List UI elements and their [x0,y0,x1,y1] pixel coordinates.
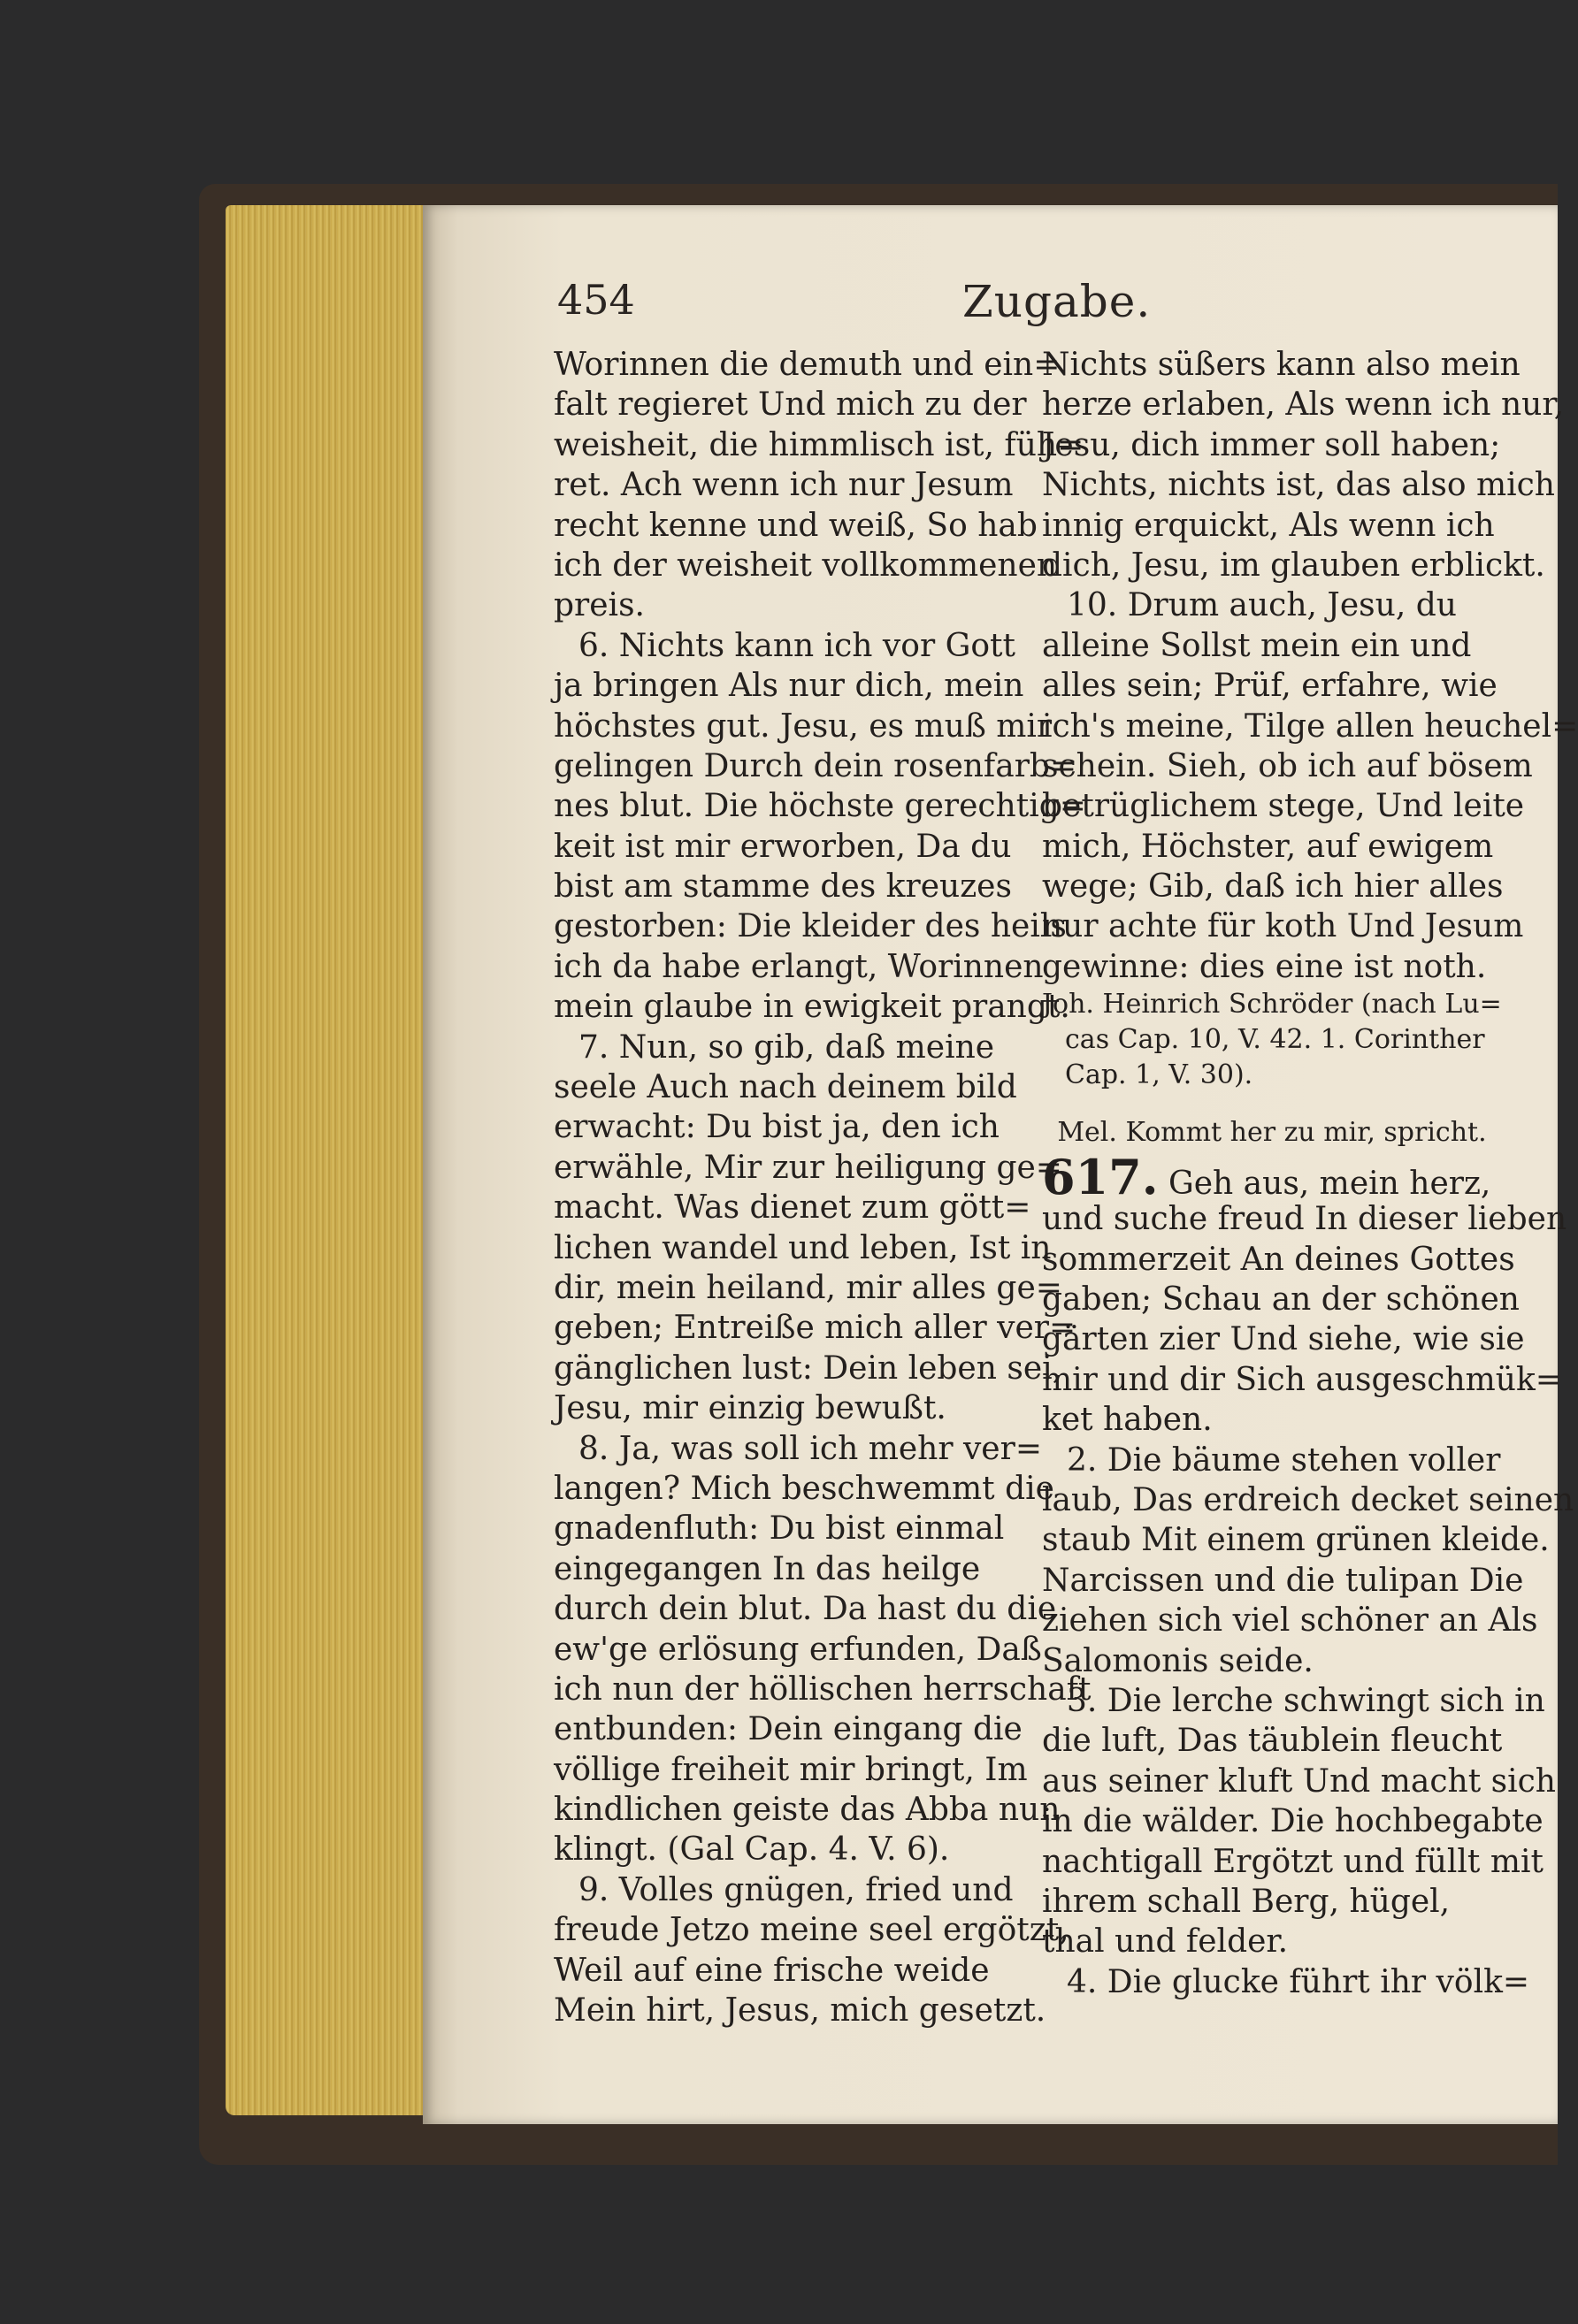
text-line: herze erlaben, Als wenn ich nur, [1042,386,1565,424]
text-line: wege; Gib, daß ich hier alles [1042,868,1504,906]
text-line: alleine Sollst mein ein und [1042,627,1472,664]
text-line: 2. Die bäume stehen voller [1067,1441,1501,1479]
text-line: ich da habe erlangt, Worinnen [554,948,1044,985]
text-line: ich nun der höllischen herrschaft [554,1670,1092,1708]
hymn-number: 617. [1042,1149,1159,1206]
text-line: kindlichen geiste das Abba nun [554,1792,1061,1829]
hymn-first-line: Geh aus, mein herz, [1168,1166,1491,1203]
text-line: nur achte für koth Und Jesum [1042,908,1524,945]
text-line: Weil auf eine frische weide [554,1952,990,1989]
gilded-page-edges [226,205,429,2115]
text-line: in die wälder. Die hochbegabte [1042,1803,1544,1840]
text-line: schein. Sieh, ob ich auf bösem [1042,747,1533,784]
text-line: nachtigall Ergötzt und füllt mit [1042,1843,1544,1880]
text-line: Nichts, nichts ist, das also mich [1042,467,1555,504]
text-line: gestorben: Die kleider des heils [554,908,1067,945]
text-line: Jesu, mir einzig bewußt. [554,1390,946,1427]
text-line: entbunden: Dein eingang die [554,1711,1023,1748]
text-line: erwacht: Du bist ja, den ich [554,1109,1000,1146]
text-line: seele Auch nach deinem bild [554,1069,1017,1106]
text-line: mir und dir Sich ausgeschmük= [1042,1361,1562,1398]
text-line: dich, Jesu, im glauben erblickt. [1042,547,1545,584]
text-line: Mein hirt, Jesus, mich gesetzt. [554,1992,1046,2030]
text-line: 8. Ja, was soll ich mehr ver= [578,1430,1042,1467]
text-line: ja bringen Als nur dich, mein [554,668,1024,705]
right-column-bottom-text [1042,1199,1574,2002]
text-line: staub Mit einem grünen kleide. [1042,1522,1550,1559]
text-line: Salomonis seide. [1042,1642,1314,1679]
text-line: Narcissen und die tulipan Die [1042,1562,1524,1599]
page-header [423,276,1558,347]
right-column-top-text [1042,345,1578,987]
text-line: und suche freud In dieser lieben [1042,1201,1567,1238]
text-line: 9. Volles gnügen, fried und [578,1871,1014,1908]
text-line: betrüglichem stege, Und leite [1042,788,1525,825]
attribution-line: cas Cap. 10, V. 42. 1. Corinther [1065,1024,1485,1056]
text-line: aus seiner kluft Und macht sich [1042,1762,1556,1800]
text-line: 3. Die lerche schwingt sich in [1067,1682,1545,1719]
book-page [423,205,1578,2124]
text-line: ich der weisheit vollkommenen [554,547,1058,584]
text-line: langen? Mich beschwemmt die [554,1470,1054,1507]
right-column [1042,345,1578,2002]
text-line: 10. Drum auch, Jesu, du [1067,587,1457,624]
text-line: weisheit, die himmlisch ist, füh= [554,426,1084,463]
text-line: laub, Das erdreich decket seinen [1042,1481,1574,1518]
text-line: mein glaube in ewigkeit prangt. [554,989,1070,1026]
text-line: gelingen Durch dein rosenfarb= [554,747,1077,784]
text-line: durch dein blut. Da hast du die [554,1591,1057,1628]
text-line: mich, Höchster, auf ewigem [1042,828,1494,865]
text-line: ziehen sich viel schöner an Als [1042,1602,1538,1640]
melody-line: Mel. Kommt her zu mir, spricht. [1057,1117,1487,1149]
hymn-start-line [1042,1149,1502,1206]
text-line: erwähle, Mir zur heiligung ge= [554,1149,1062,1186]
text-line: alles sein; Prüf, erfahre, wie [1042,668,1498,705]
author-attribution [1042,987,1502,1093]
text-line: sommerzeit An deines Gottes [1042,1241,1515,1278]
text-line: Jesu, dich immer soll haben; [1042,426,1501,463]
text-line: gänglichen lust: Dein leben sei, [554,1349,1063,1387]
text-line: bist am stamme des kreuzes [554,868,1012,906]
text-line: freude Jetzo meine seel ergötzt, [554,1912,1069,1949]
text-line: ew'ge erlösung erfunden, Daß [554,1631,1042,1668]
running-head: Zugabe. [962,276,1152,327]
attribution-line: Joh. Heinrich Schröder (nach Lu= [1042,989,1502,1021]
text-line: lichen wandel und leben, Ist in [554,1229,1052,1266]
text-line: gnadenfluth: Du bist einmal [554,1510,1005,1548]
text-line: geben; Entreiße mich aller ver= [554,1310,1076,1347]
text-line: höchstes gut. Jesu, es muß mir [554,707,1053,745]
text-line: völlige freiheit mir bringt, Im [554,1751,1028,1788]
text-line: ret. Ach wenn ich nur Jesum [554,467,1014,504]
page-number: 454 [557,276,635,324]
text-line: innig erquickt, Als wenn ich [1042,507,1495,544]
left-column [554,345,1092,2030]
text-line: ich's meine, Tilge allen heuchel= [1042,707,1578,745]
text-line: nes blut. Die höchste gerechtig= [554,788,1086,825]
text-line: macht. Was dienet zum gött= [554,1189,1031,1227]
text-line: Nichts süßers kann also mein [1042,347,1521,383]
text-line: dir, mein heiland, mir alles ge= [554,1269,1062,1306]
text-line: 7. Nun, so gib, daß meine [578,1028,995,1066]
attribution-line: Cap. 1, V. 30). [1065,1059,1253,1091]
text-line: preis. [554,587,645,624]
text-line: gärten zier Und siehe, wie sie [1042,1321,1525,1358]
text-line: falt regieret Und mich zu der [554,386,1027,424]
text-line: ihrem schall Berg, hügel, [1042,1883,1451,1920]
text-line: gewinne: dies eine ist noth. [1042,948,1487,985]
text-line: eingegangen In das heilge [554,1550,981,1587]
text-line: ket haben. [1042,1402,1213,1439]
text-line: Worinnen die demuth und ein= [554,347,1061,383]
text-line: thal und felder. [1042,1923,1289,1961]
text-line: 6. Nichts kann ich vor Gott [578,627,1015,664]
text-line: die luft, Das täublein fleucht [1042,1723,1503,1760]
text-line: klingt. (Gal Cap. 4. V. 6). [554,1831,950,1869]
text-line: keit ist mir erworben, Da du [554,828,1012,865]
text-line: 4. Die glucke führt ihr völk= [1067,1963,1530,2000]
text-line: gaben; Schau an der schönen [1042,1281,1520,1319]
text-line: recht kenne und weiß, So hab [554,507,1038,544]
